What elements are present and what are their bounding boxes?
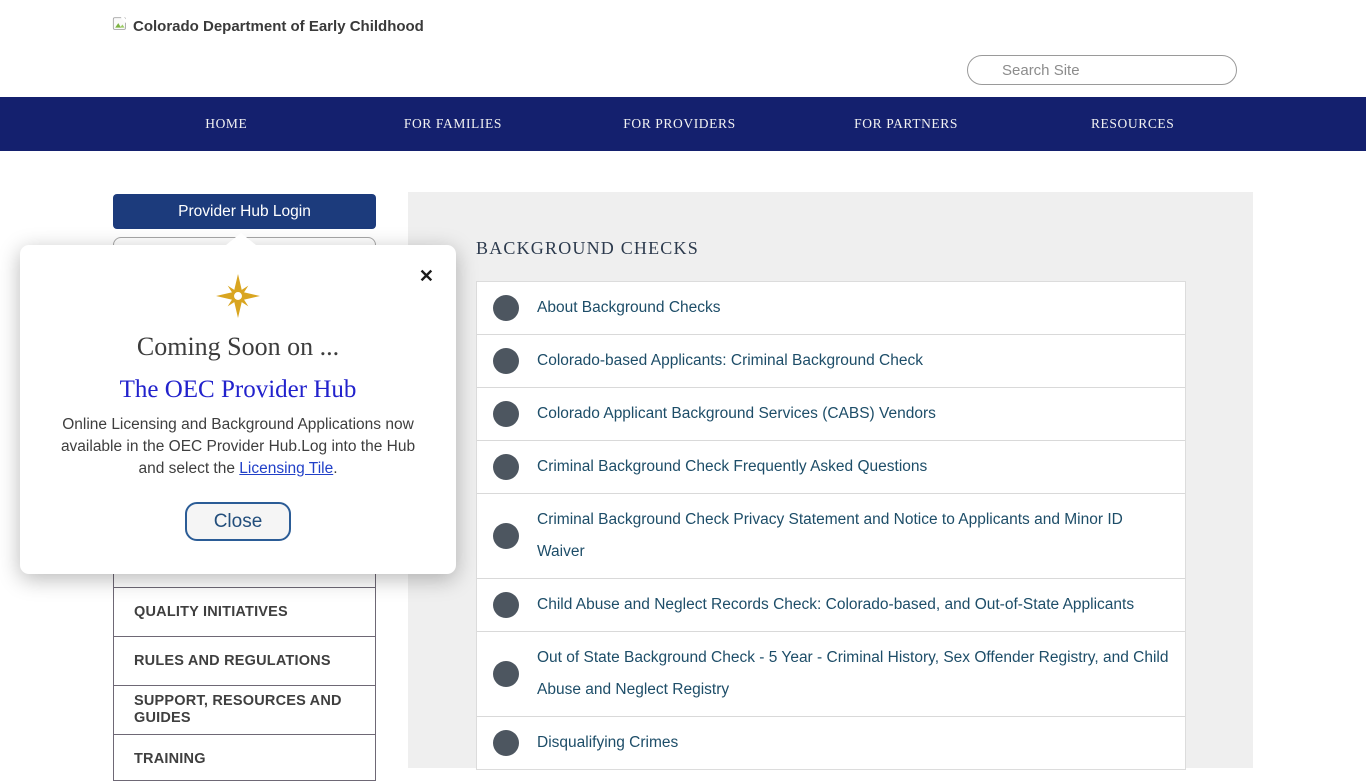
sidebar-item-quality-initiatives[interactable]: QUALITY INITIATIVES <box>114 587 375 636</box>
coming-soon-modal <box>20 245 456 574</box>
link-child-abuse-and-neglect-records-check-co[interactable]: Child Abuse and Neglect Records Check: Colorado-based, and Out-of-State Applicants <box>537 596 1135 613</box>
nav-item-for-providers[interactable]: FOR PROVIDERS <box>623 116 736 131</box>
circle-bullet-icon <box>493 523 519 549</box>
sidebar-item-support-resources-and-guides[interactable]: SUPPORT, RESOURCES AND GUIDES <box>114 685 375 734</box>
nav-items-container <box>113 97 1246 151</box>
link-criminal-background-check-privacy-statem[interactable]: Criminal Background Check Privacy Statement and Notice to Applicants and Minor ID Waiver <box>537 511 1123 560</box>
circle-bullet-icon <box>493 730 519 756</box>
content-panel <box>408 192 1253 768</box>
modal-subtitle: The OEC Provider Hub <box>119 376 357 403</box>
circle-bullet-icon <box>493 661 519 687</box>
logo-alt-text: Colorado Department of Early Childhood <box>133 18 424 35</box>
sidebar-item-training[interactable]: TRAINING <box>114 734 375 783</box>
circle-bullet-icon <box>493 592 519 618</box>
nav-item-for-partners[interactable]: FOR PARTNERS <box>854 116 958 131</box>
modal-body-before: Online Licensing and Background Applications now available in the OEC Provider Hub.Log into the Hub and select the <box>60 416 416 477</box>
nav-item-home[interactable]: HOME <box>205 116 248 131</box>
modal-close-button[interactable]: Close <box>185 502 291 541</box>
site-logo <box>112 15 424 38</box>
licensing-tile-link[interactable]: Licensing Tile <box>239 460 334 477</box>
list-row <box>477 334 1185 387</box>
modal-body-text <box>50 414 426 480</box>
link-disqualifying-crimes[interactable]: Disqualifying Crimes <box>537 734 679 751</box>
circle-bullet-icon <box>493 348 519 374</box>
search-input[interactable] <box>967 55 1237 85</box>
list-row <box>477 716 1185 769</box>
sidebar-item-rules-and-regulations[interactable]: RULES AND REGULATIONS <box>114 636 375 685</box>
link-about-background-checks[interactable]: About Background Checks <box>537 299 721 316</box>
link-colorado-based-applicants-criminal-backg[interactable]: Colorado-based Applicants: Criminal Background Check <box>537 352 923 369</box>
list-row <box>477 440 1185 493</box>
link-colorado-applicant-background-services-c[interactable]: Colorado Applicant Background Services (CABS) Vendors <box>537 405 936 422</box>
close-icon[interactable]: ✕ <box>418 266 434 286</box>
nav-item-resources[interactable]: RESOURCES <box>1090 116 1175 131</box>
list-row <box>477 282 1185 334</box>
circle-bullet-icon <box>493 295 519 321</box>
background-checks-link-list <box>476 281 1186 770</box>
list-row <box>477 387 1185 440</box>
circle-bullet-icon <box>493 401 519 427</box>
list-row <box>477 631 1185 716</box>
list-row <box>477 493 1185 578</box>
page-title: BACKGROUND CHECKS <box>476 238 699 258</box>
modal-arrow <box>226 233 256 245</box>
provider-hub-login-button[interactable]: Provider Hub Login <box>113 194 376 229</box>
list-row <box>477 578 1185 631</box>
link-criminal-background-check-frequently-ask[interactable]: Criminal Background Check Frequently Asked Questions <box>537 458 928 475</box>
nav-item-for-families[interactable]: FOR FAMILIES <box>403 116 502 131</box>
modal-body-after: . <box>333 460 338 477</box>
circle-bullet-icon <box>493 454 519 480</box>
broken-image-icon <box>112 15 130 38</box>
modal-title: Coming Soon on ... <box>136 332 340 361</box>
main-nav <box>0 97 1366 151</box>
link-out-of-state-background-check-5-year-cri[interactable]: Out of State Background Check - 5 Year - Criminal History, Sex Offender Registry, and Child Abuse and Neglect Registry <box>537 649 1169 698</box>
compass-star-icon <box>20 273 456 324</box>
